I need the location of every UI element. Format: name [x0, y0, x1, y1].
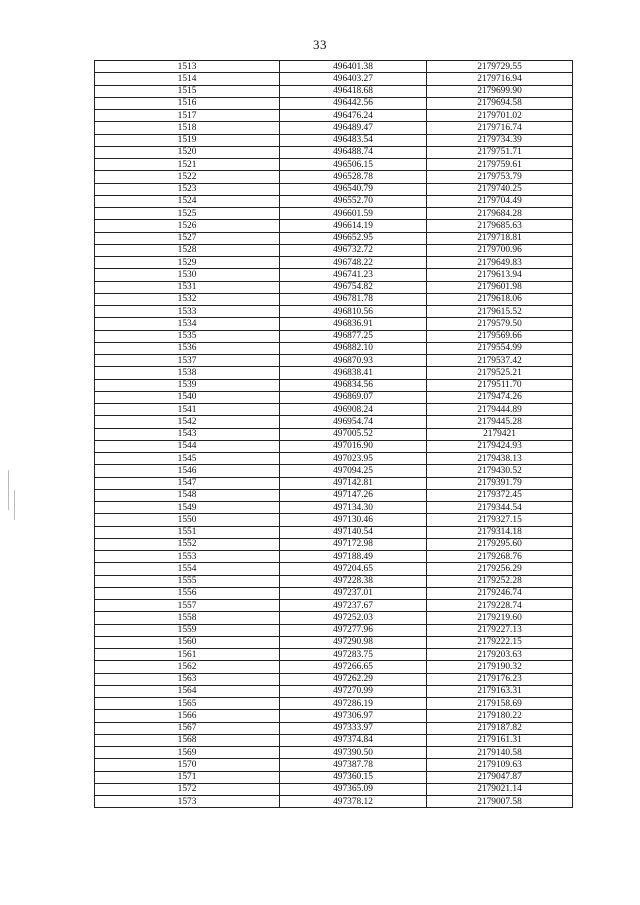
- table-row: [95, 538, 573, 550]
- table-row: [95, 698, 573, 710]
- table-row: [95, 269, 573, 281]
- y-coordinate-cell: 2179256.29: [427, 563, 573, 575]
- point-number-cell: 1526: [95, 220, 280, 232]
- point-number-cell: 1540: [95, 391, 280, 403]
- x-coordinate-cell: 497270.99: [280, 685, 427, 697]
- point-number-cell: 1523: [95, 183, 280, 195]
- x-coordinate-cell: 496652.95: [280, 232, 427, 244]
- point-number-cell: 1560: [95, 636, 280, 648]
- x-coordinate-cell: 497016.90: [280, 440, 427, 452]
- x-coordinate-cell: 497023.95: [280, 453, 427, 465]
- y-coordinate-cell: 2179161.31: [427, 734, 573, 746]
- table-row: [95, 97, 573, 109]
- y-coordinate-cell: 2179601.98: [427, 281, 573, 293]
- point-number-cell: 1546: [95, 465, 280, 477]
- point-number-cell: 1556: [95, 587, 280, 599]
- table-row: [95, 685, 573, 697]
- table-row: [95, 416, 573, 428]
- point-number-cell: 1573: [95, 796, 280, 808]
- table-row: [95, 563, 573, 575]
- point-number-cell: 1570: [95, 759, 280, 771]
- point-number-cell: 1567: [95, 722, 280, 734]
- y-coordinate-cell: 2179372.45: [427, 489, 573, 501]
- x-coordinate-cell: 496741.23: [280, 269, 427, 281]
- x-coordinate-cell: 496870.93: [280, 355, 427, 367]
- table-row: [95, 673, 573, 685]
- y-coordinate-cell: 2179753.79: [427, 171, 573, 183]
- page-number: 33: [313, 37, 327, 52]
- x-coordinate-cell: 496838.41: [280, 367, 427, 379]
- x-coordinate-cell: 496882.10: [280, 342, 427, 354]
- y-coordinate-cell: 2179314.18: [427, 526, 573, 538]
- y-coordinate-cell: 2179424.93: [427, 440, 573, 452]
- y-coordinate-cell: 2179569.66: [427, 330, 573, 342]
- table-row: [95, 796, 573, 808]
- point-number-cell: 1545: [95, 453, 280, 465]
- x-coordinate-cell: 496810.56: [280, 306, 427, 318]
- point-number-cell: 1519: [95, 134, 280, 146]
- x-coordinate-cell: 497147.26: [280, 489, 427, 501]
- table-row: [95, 110, 573, 122]
- y-coordinate-cell: 2179685.63: [427, 220, 573, 232]
- point-number-cell: 1569: [95, 747, 280, 759]
- table-row: [95, 551, 573, 563]
- x-coordinate-cell: 496552.70: [280, 195, 427, 207]
- table-row: [95, 134, 573, 146]
- y-coordinate-cell: 2179109.63: [427, 759, 573, 771]
- point-number-cell: 1571: [95, 771, 280, 783]
- x-coordinate-cell: 496418.68: [280, 85, 427, 97]
- y-coordinate-cell: 2179007.58: [427, 796, 573, 808]
- table-row: [95, 575, 573, 587]
- x-coordinate-cell: 496442.56: [280, 97, 427, 109]
- y-coordinate-cell: 2179554.99: [427, 342, 573, 354]
- y-coordinate-cell: 2179219.60: [427, 612, 573, 624]
- y-coordinate-cell: 2179618.06: [427, 293, 573, 305]
- y-coordinate-cell: 2179474.26: [427, 391, 573, 403]
- y-coordinate-cell: 2179021.14: [427, 783, 573, 795]
- point-number-cell: 1527: [95, 232, 280, 244]
- table-row: [95, 722, 573, 734]
- point-number-cell: 1536: [95, 342, 280, 354]
- table-row: [95, 587, 573, 599]
- x-coordinate-cell: 496401.38: [280, 61, 427, 73]
- table-row: [95, 183, 573, 195]
- x-coordinate-cell: 497262.29: [280, 673, 427, 685]
- y-coordinate-cell: 2179252.28: [427, 575, 573, 587]
- table-row: [95, 465, 573, 477]
- table-row: [95, 146, 573, 158]
- table-row: [95, 489, 573, 501]
- y-coordinate-cell: 2179047.87: [427, 771, 573, 783]
- table-row: [95, 600, 573, 612]
- point-number-cell: 1544: [95, 440, 280, 452]
- x-coordinate-cell: 497005.52: [280, 428, 427, 440]
- table-row: [95, 526, 573, 538]
- table-row: [95, 477, 573, 489]
- point-number-cell: 1513: [95, 61, 280, 73]
- y-coordinate-cell: 2179525.21: [427, 367, 573, 379]
- x-coordinate-cell: 497252.03: [280, 612, 427, 624]
- table-row: [95, 734, 573, 746]
- x-coordinate-cell: 496834.56: [280, 379, 427, 391]
- y-coordinate-cell: 2179615.52: [427, 306, 573, 318]
- table-row: [95, 440, 573, 452]
- x-coordinate-cell: 497237.67: [280, 600, 427, 612]
- point-number-cell: 1554: [95, 563, 280, 575]
- point-number-cell: 1541: [95, 404, 280, 416]
- coordinates-table-body: [95, 61, 573, 808]
- point-number-cell: 1516: [95, 97, 280, 109]
- point-number-cell: 1547: [95, 477, 280, 489]
- point-number-cell: 1518: [95, 122, 280, 134]
- point-number-cell: 1533: [95, 306, 280, 318]
- point-number-cell: 1515: [95, 85, 280, 97]
- x-coordinate-cell: 497134.30: [280, 502, 427, 514]
- y-coordinate-cell: 2179391.79: [427, 477, 573, 489]
- x-coordinate-cell: 496476.24: [280, 110, 427, 122]
- y-coordinate-cell: 2179716.74: [427, 122, 573, 134]
- point-number-cell: 1538: [95, 367, 280, 379]
- table-row: [95, 85, 573, 97]
- x-coordinate-cell: 497374.84: [280, 734, 427, 746]
- table-row: [95, 391, 573, 403]
- y-coordinate-cell: 2179729.55: [427, 61, 573, 73]
- y-coordinate-cell: 2179511.70: [427, 379, 573, 391]
- x-coordinate-cell: 497172.98: [280, 538, 427, 550]
- y-coordinate-cell: 2179718.81: [427, 232, 573, 244]
- point-number-cell: 1528: [95, 244, 280, 256]
- table-row: [95, 244, 573, 256]
- y-coordinate-cell: 2179701.02: [427, 110, 573, 122]
- y-coordinate-cell: 2179190.32: [427, 661, 573, 673]
- x-coordinate-cell: 497130.46: [280, 514, 427, 526]
- point-number-cell: 1561: [95, 649, 280, 661]
- x-coordinate-cell: 497188.49: [280, 551, 427, 563]
- point-number-cell: 1539: [95, 379, 280, 391]
- point-number-cell: 1568: [95, 734, 280, 746]
- table-row: [95, 342, 573, 354]
- point-number-cell: 1551: [95, 526, 280, 538]
- point-number-cell: 1531: [95, 281, 280, 293]
- point-number-cell: 1550: [95, 514, 280, 526]
- x-coordinate-cell: 497387.78: [280, 759, 427, 771]
- x-coordinate-cell: 496781.78: [280, 293, 427, 305]
- y-coordinate-cell: 2179700.96: [427, 244, 573, 256]
- x-coordinate-cell: 496528.78: [280, 171, 427, 183]
- table-row: [95, 404, 573, 416]
- point-number-cell: 1532: [95, 293, 280, 305]
- point-number-cell: 1524: [95, 195, 280, 207]
- y-coordinate-cell: 2179716.94: [427, 73, 573, 85]
- x-coordinate-cell: 496732.72: [280, 244, 427, 256]
- x-coordinate-cell: 497360.15: [280, 771, 427, 783]
- point-number-cell: 1555: [95, 575, 280, 587]
- table-row: [95, 514, 573, 526]
- y-coordinate-cell: 2179295.60: [427, 538, 573, 550]
- y-coordinate-cell: 2179140.58: [427, 747, 573, 759]
- point-number-cell: 1565: [95, 698, 280, 710]
- y-coordinate-cell: 2179759.61: [427, 159, 573, 171]
- table-row: [95, 379, 573, 391]
- x-coordinate-cell: 496877.25: [280, 330, 427, 342]
- point-number-cell: 1566: [95, 710, 280, 722]
- y-coordinate-cell: 2179699.90: [427, 85, 573, 97]
- point-number-cell: 1572: [95, 783, 280, 795]
- x-coordinate-cell: 497390.50: [280, 747, 427, 759]
- table-row: [95, 159, 573, 171]
- point-number-cell: 1563: [95, 673, 280, 685]
- table-row: [95, 624, 573, 636]
- y-coordinate-cell: 2179268.76: [427, 551, 573, 563]
- point-number-cell: 1542: [95, 416, 280, 428]
- x-coordinate-cell: 496601.59: [280, 208, 427, 220]
- point-number-cell: 1549: [95, 502, 280, 514]
- point-number-cell: 1530: [95, 269, 280, 281]
- coordinates-table: [94, 60, 573, 808]
- y-coordinate-cell: 2179740.25: [427, 183, 573, 195]
- table-row: [95, 122, 573, 134]
- y-coordinate-cell: 2179163.31: [427, 685, 573, 697]
- x-coordinate-cell: 497333.97: [280, 722, 427, 734]
- table-row: [95, 171, 573, 183]
- x-coordinate-cell: 497142.81: [280, 477, 427, 489]
- table-row: [95, 293, 573, 305]
- point-number-cell: 1564: [95, 685, 280, 697]
- x-coordinate-cell: 496483.54: [280, 134, 427, 146]
- y-coordinate-cell: 2179203.63: [427, 649, 573, 661]
- x-coordinate-cell: 496403.27: [280, 73, 427, 85]
- table-row: [95, 759, 573, 771]
- y-coordinate-cell: 2179344.54: [427, 502, 573, 514]
- point-number-cell: 1552: [95, 538, 280, 550]
- y-coordinate-cell: 2179751.71: [427, 146, 573, 158]
- table-row: [95, 783, 573, 795]
- table-row: [95, 306, 573, 318]
- x-coordinate-cell: 496488.74: [280, 146, 427, 158]
- y-coordinate-cell: 2179176.23: [427, 673, 573, 685]
- x-coordinate-cell: 497237.01: [280, 587, 427, 599]
- table-row: [95, 636, 573, 648]
- y-coordinate-cell: 2179222.15: [427, 636, 573, 648]
- x-coordinate-cell: 497378.12: [280, 796, 427, 808]
- table-row: [95, 281, 573, 293]
- x-coordinate-cell: 497290.98: [280, 636, 427, 648]
- table-row: [95, 612, 573, 624]
- point-number-cell: 1535: [95, 330, 280, 342]
- table-row: [95, 710, 573, 722]
- point-number-cell: 1514: [95, 73, 280, 85]
- point-number-cell: 1534: [95, 318, 280, 330]
- point-number-cell: 1553: [95, 551, 280, 563]
- scan-mark: [14, 490, 15, 520]
- point-number-cell: 1537: [95, 355, 280, 367]
- table-row: [95, 649, 573, 661]
- table-row: [95, 318, 573, 330]
- y-coordinate-cell: 2179579.50: [427, 318, 573, 330]
- table-row: [95, 73, 573, 85]
- table-row: [95, 330, 573, 342]
- x-coordinate-cell: 496540.79: [280, 183, 427, 195]
- table-row: [95, 195, 573, 207]
- y-coordinate-cell: 2179684.28: [427, 208, 573, 220]
- x-coordinate-cell: 496908.24: [280, 404, 427, 416]
- x-coordinate-cell: 497266.65: [280, 661, 427, 673]
- y-coordinate-cell: 2179444.89: [427, 404, 573, 416]
- x-coordinate-cell: 497283.75: [280, 649, 427, 661]
- x-coordinate-cell: 496954.74: [280, 416, 427, 428]
- x-coordinate-cell: 496614.19: [280, 220, 427, 232]
- point-number-cell: 1522: [95, 171, 280, 183]
- x-coordinate-cell: 496506.15: [280, 159, 427, 171]
- y-coordinate-cell: 2179158.69: [427, 698, 573, 710]
- point-number-cell: 1525: [95, 208, 280, 220]
- y-coordinate-cell: 2179180.22: [427, 710, 573, 722]
- table-row: [95, 661, 573, 673]
- table-row: [95, 367, 573, 379]
- y-coordinate-cell: 2179704.49: [427, 195, 573, 207]
- table-row: [95, 257, 573, 269]
- y-coordinate-cell: 2179246.74: [427, 587, 573, 599]
- y-coordinate-cell: 2179613.94: [427, 269, 573, 281]
- point-number-cell: 1529: [95, 257, 280, 269]
- point-number-cell: 1520: [95, 146, 280, 158]
- table-row: [95, 61, 573, 73]
- y-coordinate-cell: 2179694.58: [427, 97, 573, 109]
- table-row: [95, 747, 573, 759]
- y-coordinate-cell: 2179734.39: [427, 134, 573, 146]
- y-coordinate-cell: 2179445.28: [427, 416, 573, 428]
- y-coordinate-cell: 2179430.52: [427, 465, 573, 477]
- y-coordinate-cell: 2179227.13: [427, 624, 573, 636]
- x-coordinate-cell: 497277.96: [280, 624, 427, 636]
- y-coordinate-cell: 2179187.82: [427, 722, 573, 734]
- x-coordinate-cell: 496836.91: [280, 318, 427, 330]
- x-coordinate-cell: 496754.82: [280, 281, 427, 293]
- table-row: [95, 220, 573, 232]
- point-number-cell: 1521: [95, 159, 280, 171]
- point-number-cell: 1517: [95, 110, 280, 122]
- point-number-cell: 1558: [95, 612, 280, 624]
- x-coordinate-cell: 497306.97: [280, 710, 427, 722]
- x-coordinate-cell: 496748.22: [280, 257, 427, 269]
- x-coordinate-cell: 496869.07: [280, 391, 427, 403]
- y-coordinate-cell: 2179649.83: [427, 257, 573, 269]
- x-coordinate-cell: 497286.19: [280, 698, 427, 710]
- table-row: [95, 355, 573, 367]
- point-number-cell: 1557: [95, 600, 280, 612]
- y-coordinate-cell: 2179327.15: [427, 514, 573, 526]
- table-row: [95, 771, 573, 783]
- x-coordinate-cell: 497094.25: [280, 465, 427, 477]
- point-number-cell: 1559: [95, 624, 280, 636]
- x-coordinate-cell: 496489.47: [280, 122, 427, 134]
- table-row: [95, 453, 573, 465]
- table-row: [95, 428, 573, 440]
- table-row: [95, 208, 573, 220]
- point-number-cell: 1548: [95, 489, 280, 501]
- x-coordinate-cell: 497228.38: [280, 575, 427, 587]
- y-coordinate-cell: 2179537.42: [427, 355, 573, 367]
- y-coordinate-cell: 2179421: [427, 428, 573, 440]
- x-coordinate-cell: 497140.54: [280, 526, 427, 538]
- x-coordinate-cell: 497204.65: [280, 563, 427, 575]
- y-coordinate-cell: 2179228.74: [427, 600, 573, 612]
- table-row: [95, 502, 573, 514]
- y-coordinate-cell: 2179438.13: [427, 453, 573, 465]
- point-number-cell: 1543: [95, 428, 280, 440]
- table-row: [95, 232, 573, 244]
- x-coordinate-cell: 497365.09: [280, 783, 427, 795]
- point-number-cell: 1562: [95, 661, 280, 673]
- scan-mark: [8, 470, 9, 510]
